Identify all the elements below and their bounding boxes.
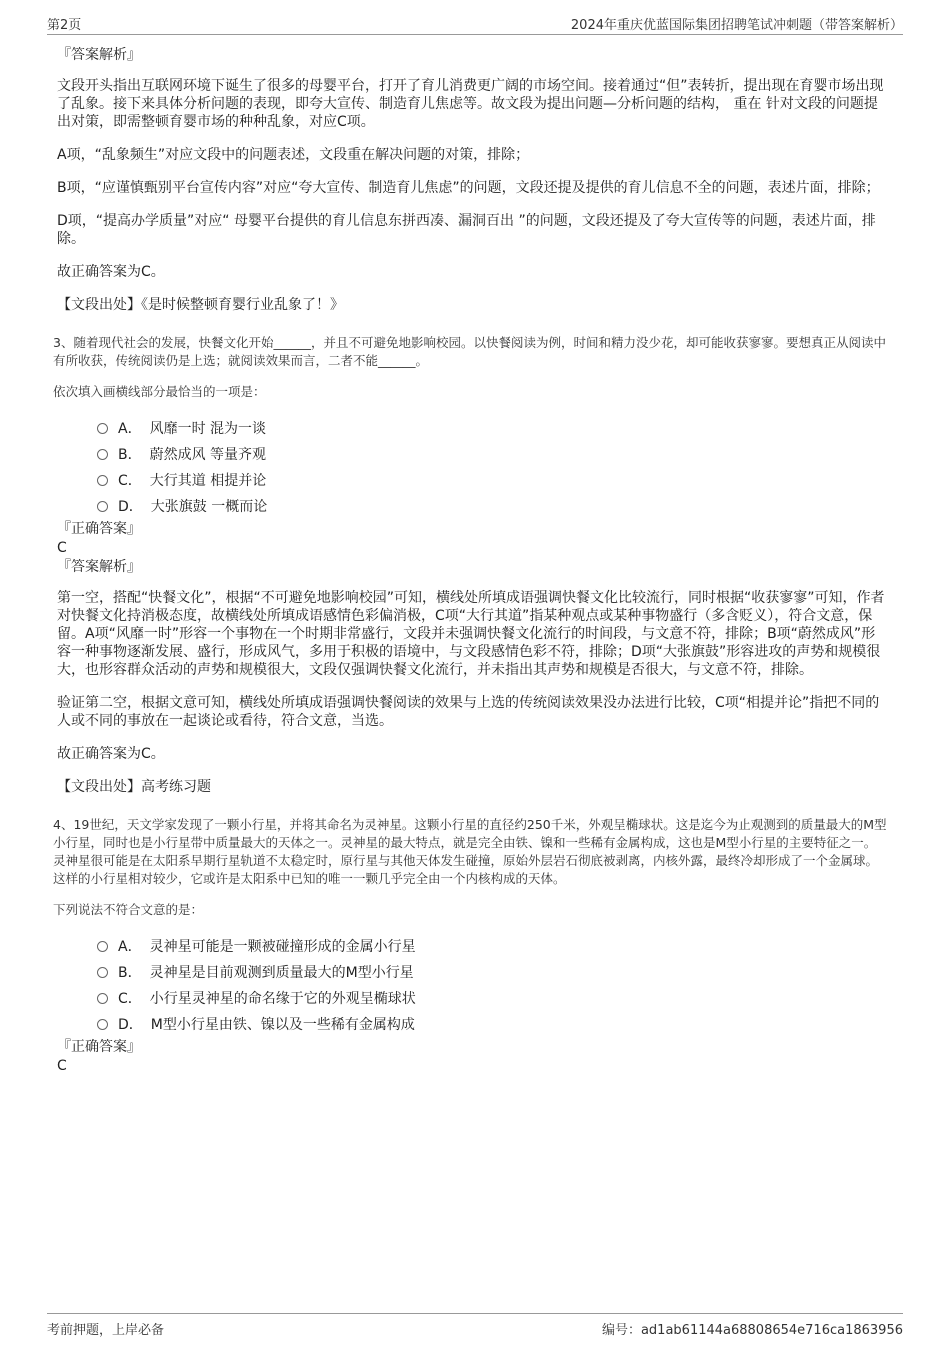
q3-stem: 3、随着现代社会的发展，快餐文化开始______，并且不可避免地影响校园。以快餐阅读为例，时间和精力没少花，却可能收获寥寥。要想真正从阅读中有所收获，传统阅读仍是上选；就阅读效果而言，二者不能______。	[53, 335, 886, 368]
q4-answer-label: 『正确答案』	[57, 1039, 141, 1055]
page-number: 第2页	[47, 18, 82, 33]
q3-answer-label: 『正确答案』	[57, 521, 141, 537]
option-key: D．	[118, 1017, 143, 1033]
option-text: 蔚然成风 等量齐观	[149, 447, 267, 463]
footer-code: 编号：ad1ab61144a68808654e716ca1863956	[601, 1323, 903, 1338]
q4-stem: 4、19世纪，天文学家发现了一颗小行星，并将其命名为灵神星。这颗小行星的直径约250千米，外观呈椭球状。这是迄今为止观测到的质量最大的M型小行星，同时也是小行星带中质量最大的天体之一。灵神星的最大特点，就是完全由铁、镍和一些稀有金属构成，这也是M型小行星的主要特征之一。灵神星很可能是在太阳系早期行星轨道不太稳定时，原行星与其他天体发生碰撞，原始外层岩石彻底被剥离，内核外露，最终冷却形成了一个金属球。这样的小行星相对较少，它或许是太阳系中已知的唯一一颗几乎完全由一个内核构成的天体。	[53, 817, 887, 886]
q4-option-a[interactable]	[97, 933, 888, 959]
q4-answer: C	[57, 1058, 67, 1074]
q3-option-a[interactable]	[97, 415, 888, 441]
q2-analysis-p3: B项，“应谨慎甄别平台宣传内容”对应“夸大宣传、制造育儿焦虑”的问题，文段还提及提供的育儿信息不全的问题，表述片面，排除；	[57, 180, 880, 196]
q2-analysis-p2: A项，“乱象频生”对应文段中的问题表述，文段重在解决问题的对策，排除；	[57, 147, 530, 163]
radio-icon[interactable]	[97, 993, 108, 1004]
q2-analysis-p1: 文段开头指出互联网环境下诞生了很多的母婴平台，打开了育儿消费更广阔的市场空间。接着通过“但”表转折，提出现在育婴市场出现了乱象。接下来具体分析问题的表现，即夸大宣传、制造育儿焦虑等。故文段为提出问题—分析问题的结构， 重在 针对文段的问题提出对策，即需整顿育婴市场的种种乱象，对应C项。	[57, 78, 884, 130]
q3-analysis-p1: 第一空，搭配“快餐文化”，根据“不可避免地影响校园”可知，横线处所填成语强调快餐文化比较流行，同时根据“收获寥寥”可知，作者对快餐文化持消极态度，故横线处所填成语感情色彩偏消极，C项“大行其道”指某种观点或某种事物盛行（多含贬义），符合文意，保留。A项“风靡一时”形容一个事物在一个时期非常盛行，文段并未强调快餐文化流行的时间段，与文意不符，排除；B项“蔚然成风”形容一种事物逐渐发展、盛行，形成风气，多用于积极的语境中，与文段感情色彩不符，排除；D项“大张旗鼓”形容进攻的声势和规模很大，也形容群众活动的声势和规模很大，文段仅强调快餐文化流行，并未指出其声势和规模是否很大，与文意不符，排除。	[57, 590, 885, 678]
option-text: 小行星灵神星的命名缘于它的外观呈椭球状	[149, 991, 416, 1007]
option-text: 大张旗鼓 一概而论	[150, 499, 268, 515]
radio-icon[interactable]	[97, 475, 108, 486]
footer-slogan: 考前押题，上岸必备	[47, 1323, 165, 1338]
option-key: C．	[118, 991, 142, 1007]
q3-option-c[interactable]	[97, 467, 888, 493]
q4-option-b[interactable]	[97, 959, 888, 985]
q3-answer: C	[57, 540, 67, 556]
radio-icon[interactable]	[97, 449, 108, 460]
option-key: B．	[118, 447, 142, 463]
q3-analysis-label: 『答案解析』	[57, 559, 141, 575]
radio-icon[interactable]	[97, 423, 108, 434]
option-text: 灵神星是目前观测到质量最大的M型小行星	[149, 965, 414, 981]
option-text: 大行其道 相提并论	[149, 473, 267, 489]
option-key: A．	[118, 939, 142, 955]
page-header	[47, 14, 903, 35]
page-footer	[47, 1313, 903, 1339]
q2-analysis-label: 『答案解析』	[57, 47, 141, 63]
option-key: C．	[118, 473, 142, 489]
q3-option-b[interactable]	[97, 441, 888, 467]
q2-analysis-p4: D项，“提高办学质量”对应“ 母婴平台提供的育儿信息东拼西凑、漏洞百出 ”的问题，文段还提及了夸大宣传等的问题，表述片面，排除。	[57, 213, 876, 247]
radio-icon[interactable]	[97, 1019, 108, 1030]
q3-prompt: 依次填入画横线部分最恰当的一项是：	[53, 384, 266, 399]
option-key: D．	[118, 499, 143, 515]
q4-prompt: 下列说法不符合文意的是：	[53, 902, 204, 917]
q3-conclusion: 故正确答案为C。	[57, 746, 165, 762]
q3-option-d[interactable]	[97, 493, 888, 519]
q3-source: 【文段出处】高考练习题	[57, 779, 211, 795]
option-text: M型小行星由铁、镍以及一些稀有金属构成	[150, 1017, 415, 1033]
radio-icon[interactable]	[97, 967, 108, 978]
radio-icon[interactable]	[97, 501, 108, 512]
q2-conclusion: 故正确答案为C。	[57, 264, 165, 280]
q4-option-d[interactable]	[97, 1011, 888, 1037]
radio-icon[interactable]	[97, 941, 108, 952]
option-key: B．	[118, 965, 142, 981]
option-text: 风靡一时 混为一谈	[149, 421, 267, 437]
page-content	[53, 45, 888, 1075]
q3-options	[57, 415, 888, 519]
document-title: 2024年重庆优蓝国际集团招聘笔试冲刺题（带答案解析）	[570, 18, 903, 33]
option-text: 灵神星可能是一颗被碰撞形成的金属小行星	[149, 939, 416, 955]
q2-source: 【文段出处】《是时候整顿育婴行业乱象了！》	[57, 297, 344, 313]
q3-analysis-p2: 验证第二空，根据文意可知，横线处所填成语强调快餐阅读的效果与上选的传统阅读效果没办法进行比较，C项“相提并论”指把不同的人或不同的事放在一起谈论或看待，符合文意，当选。	[57, 695, 880, 729]
q4-option-c[interactable]	[97, 985, 888, 1011]
option-key: A．	[118, 421, 142, 437]
q4-options	[57, 933, 888, 1037]
